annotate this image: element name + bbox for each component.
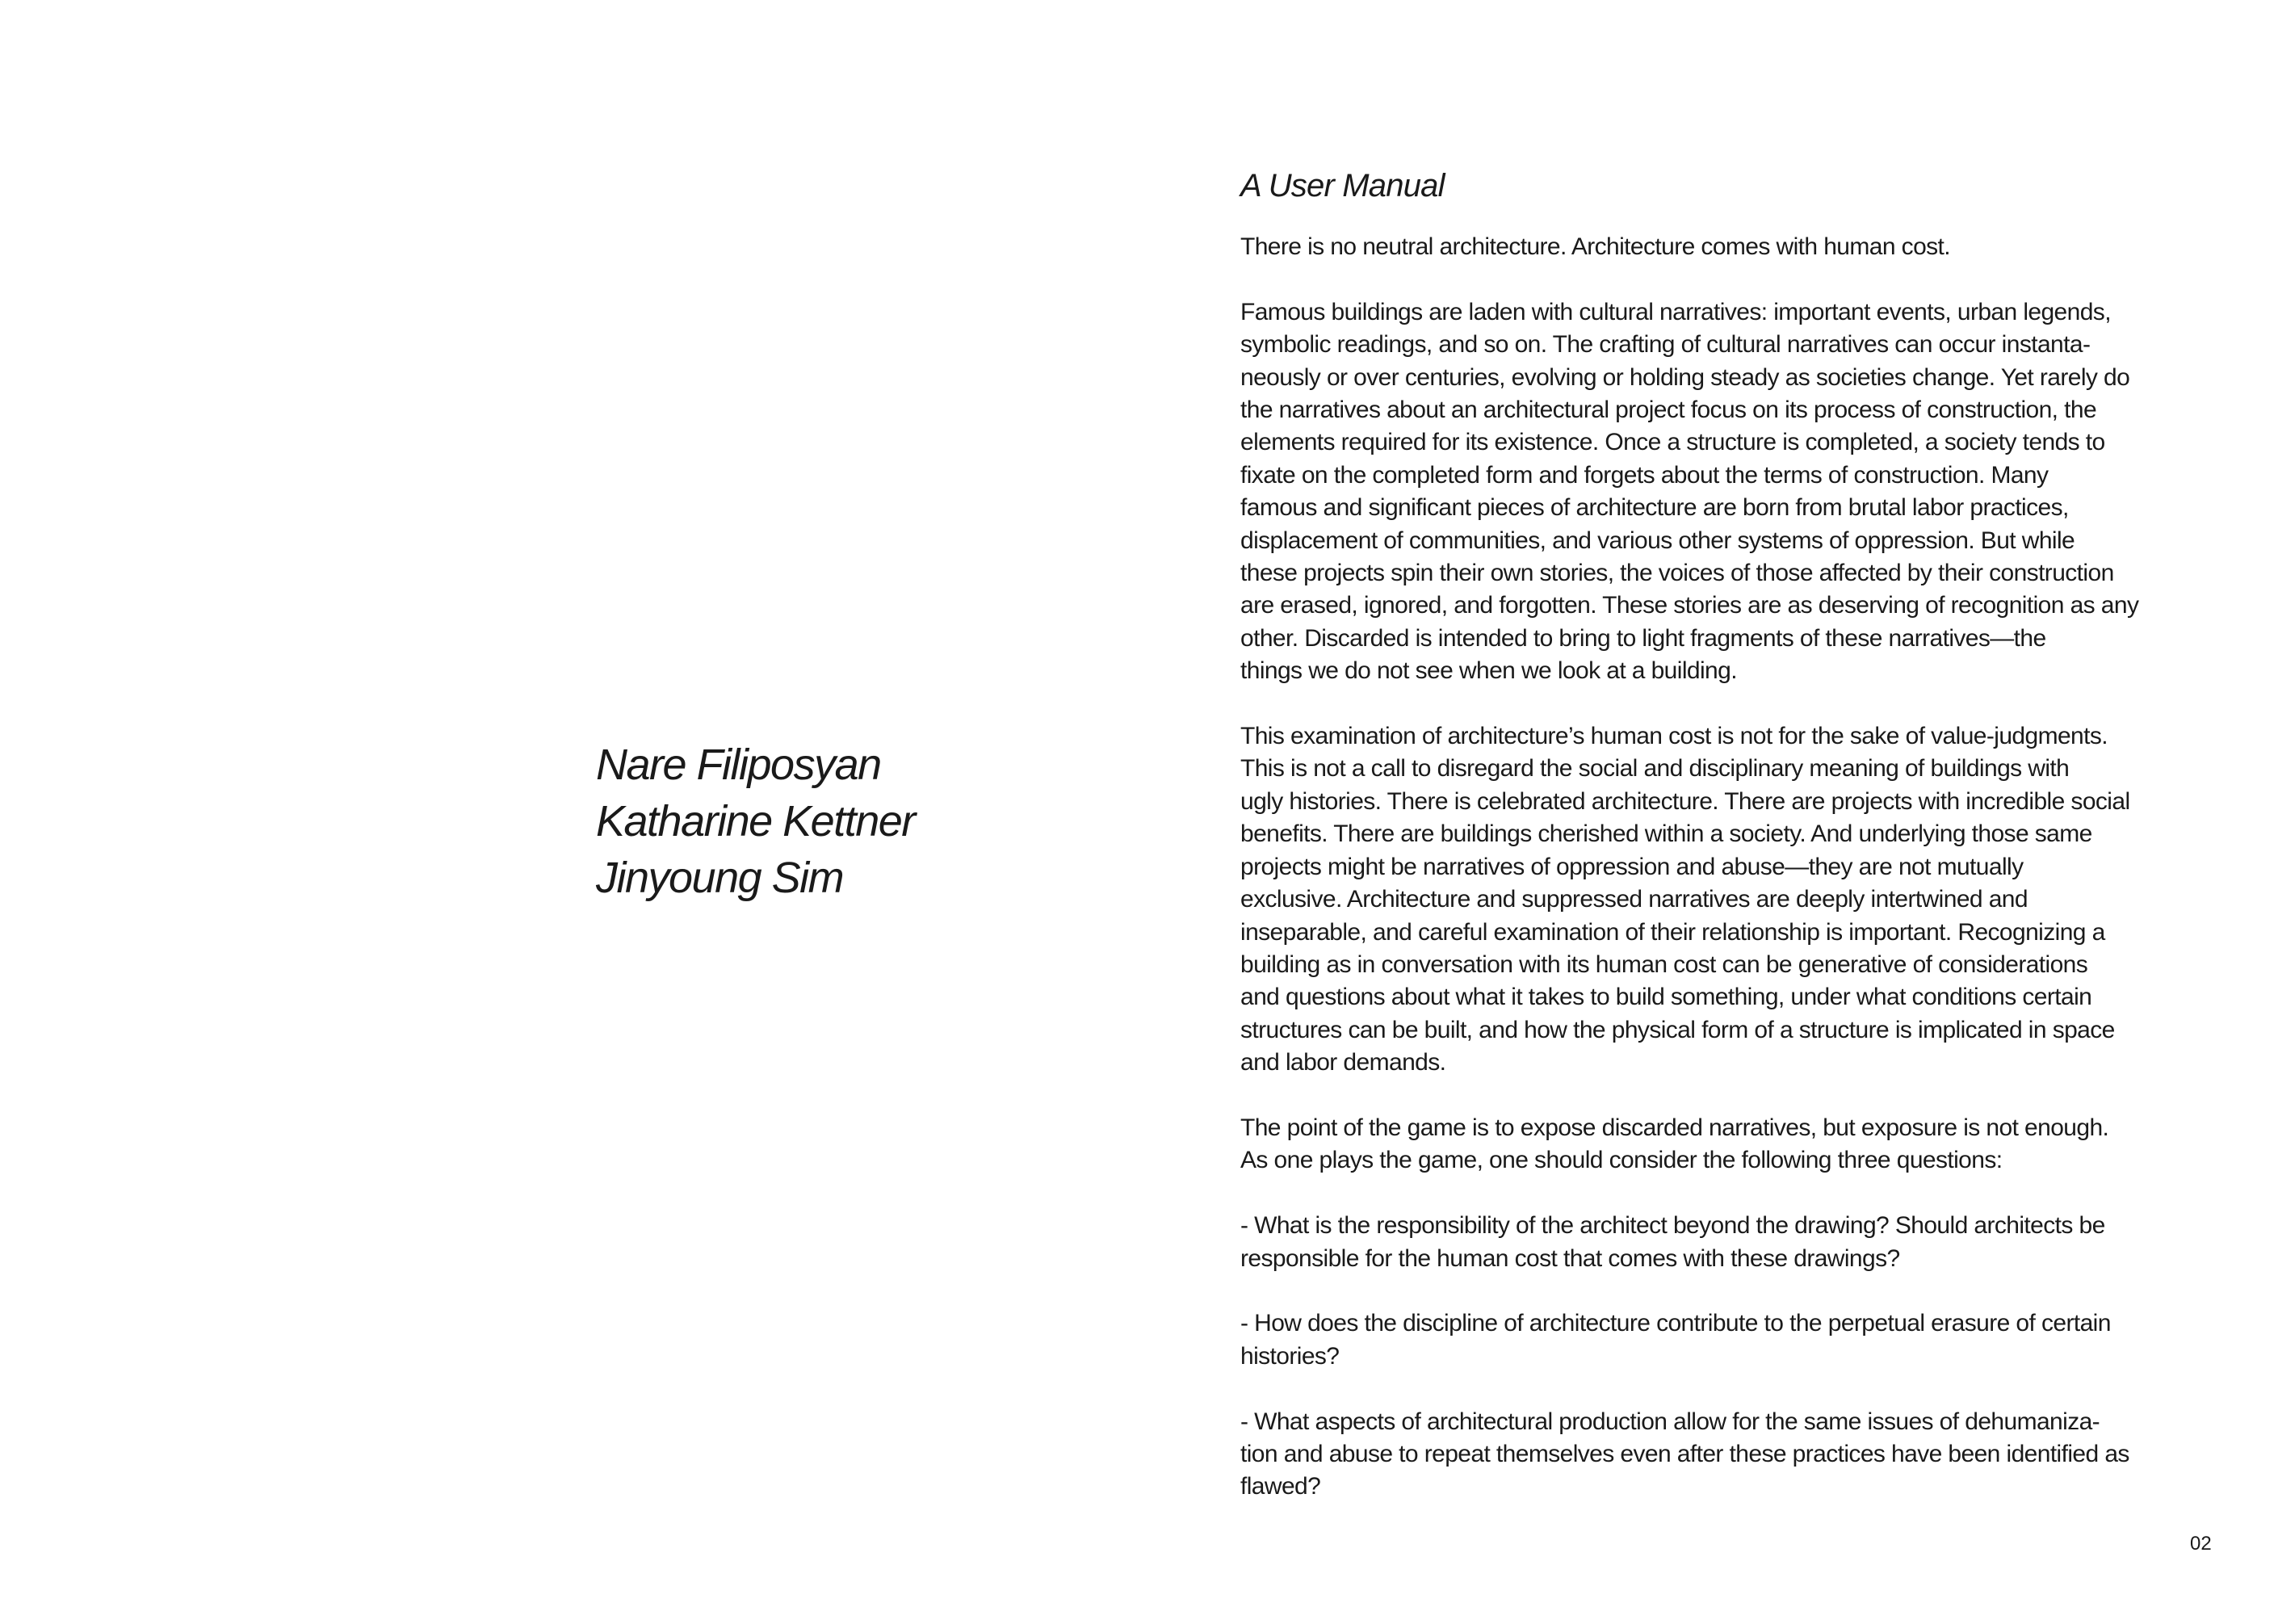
paragraph [1240,231,2234,263]
text-line: responsible for the human cost that comes with these drawings? [1240,1244,1900,1272]
page-number: 02 [2190,1533,2212,1555]
text-line: - What aspects of architectural production allow for the same issues of dehumaniza- [1240,1408,2100,1435]
text-line: inseparable, and careful examination of their relationship is important. Recognizing a [1240,918,2105,946]
author-names [596,736,915,906]
text-line: other. Discarded is intended to bring to light fragments of these narratives—the [1240,624,2046,652]
paragraph [1240,1210,2234,1275]
text-line: are erased, ignored, and forgotten. These stories are as deserving of recognition as any [1240,592,2139,619]
text-line: - What is the responsibility of the architect beyond the drawing? Should architects be [1240,1212,2105,1240]
paragraph [1240,1406,2234,1504]
text-line: There is no neutral architecture. Architecture comes with human cost. [1240,233,1951,260]
text-line: structures can be built, and how the physical form of a structure is implicated in space [1240,1016,2115,1043]
text-line: Famous buildings are laden with cultural narratives: important events, urban legends, [1240,298,2111,325]
text-line: elements required for its existence. Once a structure is completed, a society tends to [1240,429,2105,456]
text-line: and questions about what it takes to build something, under what conditions certain [1240,984,2092,1011]
text-line: symbolic readings, and so on. The crafting of cultural narratives can occur instanta- [1240,331,2091,359]
paragraph [1240,1112,2234,1177]
text-line: building as in conversation with its human cost can be generative of considerations [1240,950,2088,978]
text-line: and labor demands. [1240,1049,1446,1076]
author-name: Katharine Kettner [596,797,915,846]
text-line: neously or over centuries, evolving or holding steady as societies change. Yet rarely do [1240,363,2130,391]
text-line: tion and abuse to repeat themselves even after these practices have been identified as [1240,1440,2129,1467]
author-name: Jinyoung Sim [596,854,844,902]
text-line: The point of the game is to expose discarded narratives, but exposure is not enough. [1240,1114,2109,1141]
text-line: projects might be narratives of oppression and abuse—they are not mutually [1240,853,2024,880]
manual-text [1240,160,2234,1536]
text-line: famous and significant pieces of architecture are born from brutal labor practices, [1240,494,2069,522]
text-line: This is not a call to disregard the social and disciplinary meaning of buildings with [1240,755,2070,783]
text-line: these projects spin their own stories, the voices of those affected by their construction [1240,560,2114,587]
text-line: histories? [1240,1342,1340,1370]
paragraph [1240,296,2234,688]
text-line: displacement of communities, and various other systems of oppression. But while [1240,527,2075,554]
text-line: This examination of architecture’s human cost is not for the sake of value-judgments. [1240,723,2108,750]
text-line: exclusive. Architecture and suppressed narratives are deeply intertwined and [1240,886,2028,913]
body-paragraphs [1240,231,2234,1504]
text-line: fixate on the completed form and forgets about the terms of construction. Many [1240,461,2049,489]
text-line: - How does the discipline of architecture contribute to the perpetual erasure of certain [1240,1310,2111,1337]
text-line: ugly histories. There is celebrated architecture. There are projects with incredible social [1240,787,2130,815]
author-name: Nare Filiposyan [596,741,881,789]
text-line: benefits. There are buildings cherished within a society. And underlying those same [1240,820,2092,848]
paragraph [1240,720,2234,1079]
text-line: flawed? [1240,1473,1321,1500]
text-line: the narratives about an architectural project focus on its process of construction, the [1240,397,2097,424]
section-title: A User Manual [1240,168,1445,204]
text-line: things we do not see when we look at a building. [1240,657,1737,685]
paragraph [1240,1307,2234,1373]
text-line: As one plays the game, one should consider the following three questions: [1240,1147,2003,1174]
